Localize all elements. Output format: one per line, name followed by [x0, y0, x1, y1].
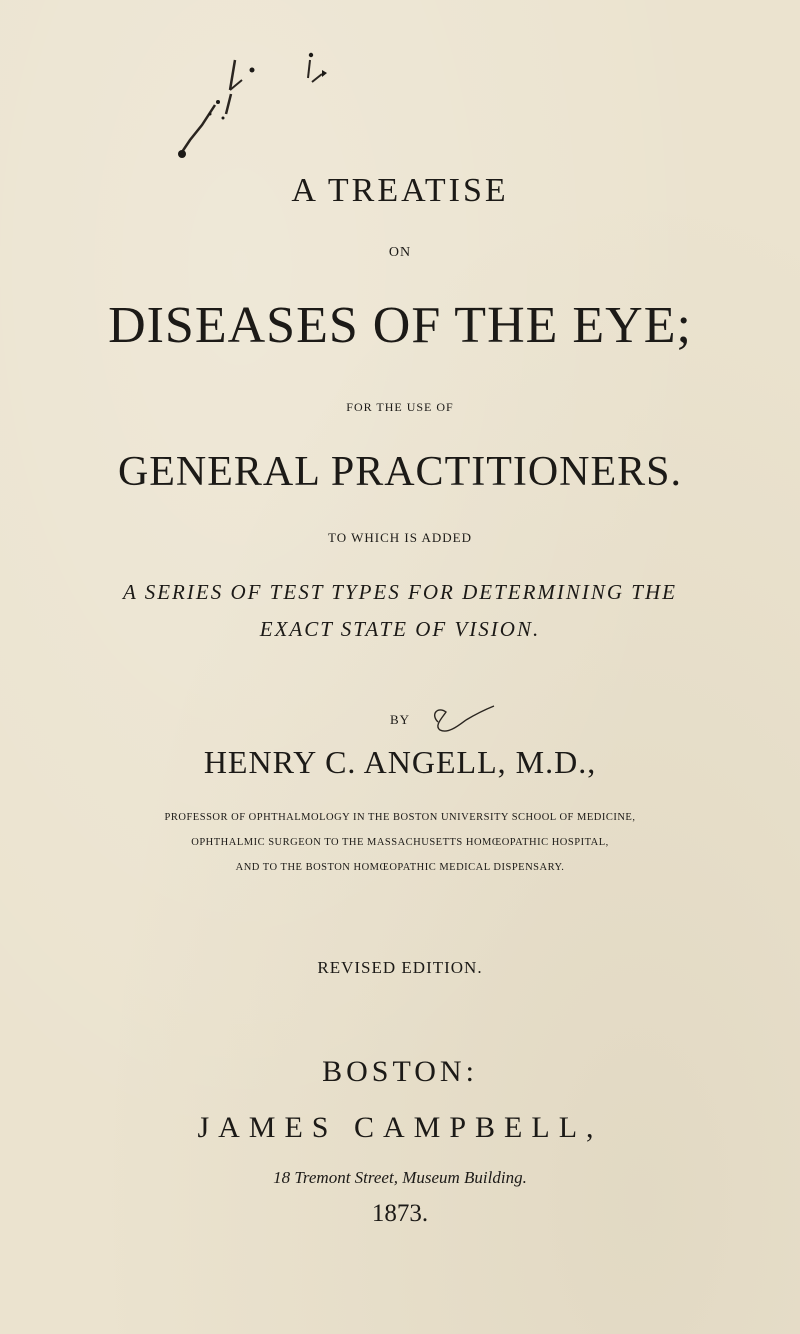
ink-speck-mark — [290, 40, 350, 100]
to-which-is-added: TO WHICH IS ADDED — [328, 530, 472, 545]
ink-flourish-mark — [160, 10, 300, 160]
publisher-address: 18 Tremont Street, Museum Building. — [273, 1168, 527, 1187]
title-connector: ON — [388, 245, 412, 260]
by-label: BY — [389, 712, 411, 727]
series-line-1: A SERIES OF TEST TYPES FOR DETERMINING THE — [123, 580, 677, 604]
publication-year: 1873. — [371, 1200, 429, 1227]
book-title: A TREATISE — [291, 172, 509, 209]
for-the-use-of: FOR THE USE OF — [346, 400, 454, 414]
book-subject: DISEASES OF THE EYE; — [108, 297, 692, 354]
author-credential-2: OPHTHALMIC SURGEON TO THE MASSACHUSETTS HOMŒOPATHIC HOSPITAL, — [191, 837, 609, 848]
series-line-2: EXACT STATE OF VISION. — [259, 617, 541, 641]
author-name: HENRY C. ANGELL, M.D., — [203, 744, 597, 780]
author-credential-3: AND TO THE BOSTON HOMŒOPATHIC MEDICAL DISPENSARY. — [235, 862, 565, 873]
author-credential-1: PROFESSOR OF OPHTHALMOLOGY IN THE BOSTON UNIVERSITY SCHOOL OF MEDICINE, — [164, 812, 636, 823]
publication-city: BOSTON: — [322, 1055, 478, 1088]
audience: GENERAL PRACTITIONERS. — [117, 449, 683, 495]
publisher-name: JAMES CAMPBELL, — [197, 1111, 603, 1144]
edition-label: REVISED EDITION. — [317, 958, 483, 977]
handwritten-signature-mark — [420, 700, 500, 740]
